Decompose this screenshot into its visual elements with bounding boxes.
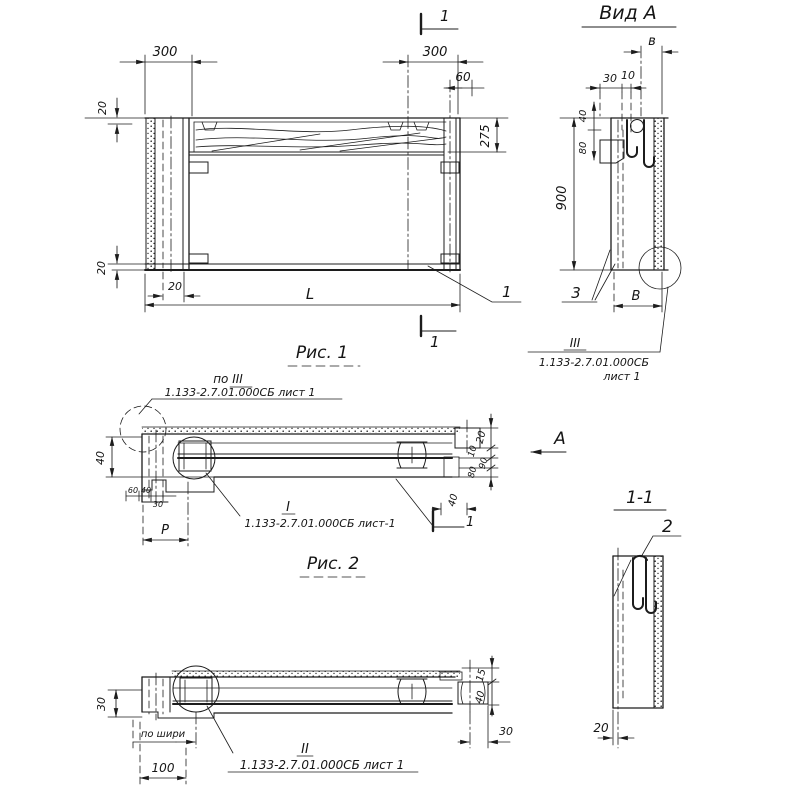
- dim-300-left: 300: [152, 45, 178, 60]
- anchor-sleeve: [397, 679, 427, 704]
- section-title: 1-1: [626, 488, 654, 508]
- fig2-caption: Рис. 2: [306, 554, 360, 574]
- section-mark-1-top: [421, 7, 458, 34]
- embedded-plate: [600, 140, 624, 163]
- lifting-hook: [633, 558, 643, 609]
- callout-1: 1: [502, 283, 512, 301]
- dim-275: 275: [478, 124, 492, 148]
- dim-left-40: 40: [94, 451, 107, 465]
- loop-eye: [631, 120, 644, 133]
- dim-300-right: 300: [422, 45, 448, 60]
- ref-doc: 1.133-2.7.01.000СБ лист 1: [239, 758, 405, 772]
- ref-bot-doc: 1.133-2.7.01.000СБ лист-1: [244, 517, 396, 530]
- dim-right-20: 20: [474, 429, 489, 445]
- dim-60: 60: [455, 70, 471, 84]
- section-mark-1-bottom: [421, 316, 456, 351]
- dim-b-top: в: [648, 34, 656, 49]
- dim-20-top: 20: [96, 101, 109, 115]
- view-a-title: Вид А: [599, 2, 657, 24]
- dim-P: Р: [161, 523, 169, 538]
- dim-L: L: [305, 285, 315, 303]
- dim-right-40: 40: [473, 689, 488, 705]
- section-mark-label: 1: [440, 7, 450, 25]
- ref-label: II: [301, 742, 309, 757]
- callout-2: 2: [662, 517, 673, 537]
- dim-right-10: 10: [466, 444, 480, 459]
- lifting-hook: [627, 120, 637, 157]
- anchor-plate: [189, 254, 208, 263]
- section-mark-label: 1: [430, 333, 440, 351]
- leader-line: [641, 536, 681, 557]
- callout-3: 3: [571, 284, 581, 302]
- end-step: [142, 477, 214, 492]
- figure-2-plan-view: [94, 372, 566, 577]
- section-mark-label: 1: [466, 515, 475, 530]
- dim-left-30: 30: [95, 697, 108, 711]
- fig1-caption: Рис. 1: [295, 343, 349, 363]
- view-a-side-view: [528, 2, 681, 383]
- view-direction-label: А: [554, 429, 566, 449]
- dim-100: 100: [151, 761, 175, 775]
- dim-30: 30: [603, 72, 617, 85]
- loop-top: [633, 556, 647, 560]
- detail-ref-doc: 1.133-2.7.01.000СБ: [538, 356, 650, 369]
- ref-bot-label: I: [286, 500, 290, 515]
- dim-40: 40: [578, 109, 589, 123]
- ref-top-doc: 1.133-2.7.01.000СБ лист 1: [164, 386, 316, 399]
- wood-grain: [196, 126, 446, 151]
- section-1-1: [593, 488, 681, 748]
- dim-20-bottom: 20: [95, 261, 108, 275]
- dim-right-30: 30: [499, 725, 513, 738]
- dovetail-notch: [414, 122, 429, 130]
- concrete-strip: [146, 118, 155, 270]
- anchor-plate: [189, 162, 208, 173]
- detail-ref-label: III: [569, 336, 581, 350]
- lifting-hook: [644, 120, 654, 167]
- dim-20: 20: [593, 721, 609, 735]
- ref-top-label: по III: [213, 372, 243, 386]
- detail-ref-sheet: лист 1: [603, 370, 641, 383]
- figure-1-front-view: [85, 7, 521, 366]
- figure-3-plan-view: [95, 656, 513, 784]
- leader-line: [396, 479, 433, 526]
- dim-right-15: 15: [474, 667, 489, 683]
- dim-right-90: 90: [477, 456, 491, 471]
- end-step: [142, 712, 214, 718]
- leader-line: [660, 287, 668, 352]
- dim-bl-40: 40: [140, 486, 152, 495]
- concrete-strip: [142, 427, 460, 433]
- dim-80: 80: [578, 141, 589, 155]
- concrete-strip: [654, 556, 663, 708]
- dim-right-40: 40: [446, 492, 461, 508]
- note-bl: по шири: [140, 729, 186, 740]
- dim-20-inset: 20: [168, 280, 182, 293]
- leader-line: [206, 473, 240, 516]
- end-block: [444, 457, 459, 477]
- dim-bl-30: 30: [152, 500, 164, 509]
- dim-B-bottom: В: [631, 289, 641, 304]
- dim-10: 10: [621, 69, 635, 82]
- anchor-sleeve: [397, 442, 427, 468]
- chamfer-line: [614, 560, 631, 596]
- dim-right-80: 80: [466, 465, 480, 480]
- dim-bl-60: 60: [127, 486, 139, 495]
- dim-900: 900: [555, 185, 570, 211]
